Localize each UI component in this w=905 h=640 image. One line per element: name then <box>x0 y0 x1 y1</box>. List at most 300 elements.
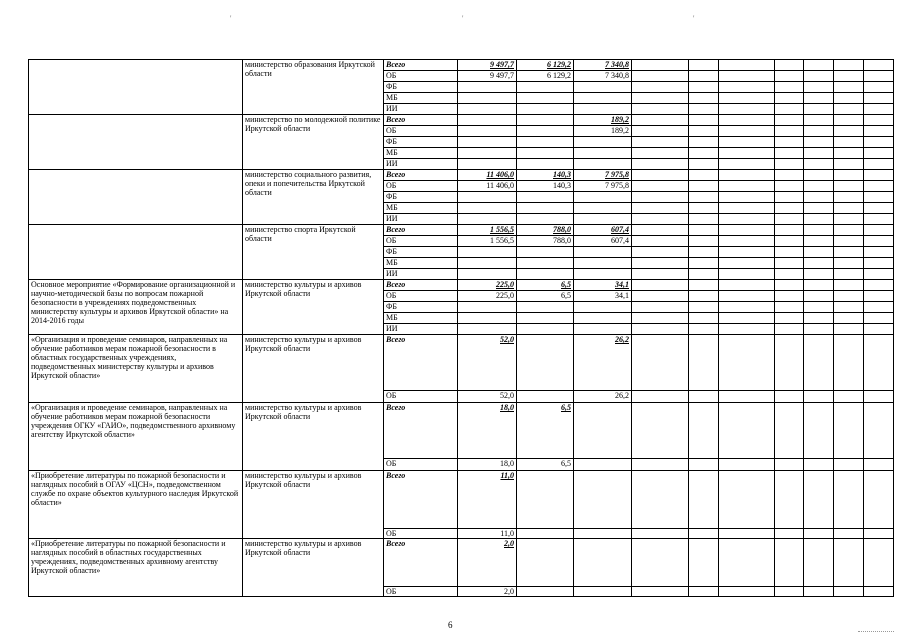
executor-cell: министерство культуры и архивов Иркутской области <box>243 471 384 539</box>
empty-cell <box>719 137 775 148</box>
empty-cell <box>719 302 775 313</box>
empty-cell <box>864 471 894 529</box>
value-text: 7 975,8 <box>605 170 629 179</box>
empty-cell <box>632 126 689 137</box>
value-cell <box>517 471 574 529</box>
value-cell <box>458 93 517 104</box>
empty-cell <box>775 104 804 115</box>
value-cell <box>458 181 517 192</box>
empty-cell <box>689 471 719 529</box>
value-cell <box>517 137 574 148</box>
empty-cell <box>864 71 894 82</box>
empty-cell <box>804 313 834 324</box>
empty-cell <box>719 159 775 170</box>
activity-cell: «Приобретение литературы по пожарной безопасности и наглядных пособий в ОГАУ «ЦСН», подведомственном службе по охране объектов культурного наследия Иркутской области» <box>29 471 243 539</box>
empty-cell <box>834 82 864 93</box>
empty-cell <box>834 93 864 104</box>
activity-cell <box>29 225 243 280</box>
value-cell <box>458 225 517 236</box>
empty-cell <box>834 225 864 236</box>
value-text: 788,0 <box>553 236 571 245</box>
value-text: 6,5 <box>561 403 571 412</box>
value-text: 189,2 <box>611 115 629 124</box>
empty-cell <box>775 214 804 225</box>
empty-cell <box>834 529 864 539</box>
empty-cell <box>834 203 864 214</box>
value-cell <box>574 82 632 93</box>
value-cell <box>458 170 517 181</box>
empty-cell <box>775 302 804 313</box>
value-cell <box>517 236 574 247</box>
value-text: 6 129,2 <box>547 60 571 69</box>
empty-cell <box>775 159 804 170</box>
empty-cell <box>834 335 864 391</box>
value-text: 11,0 <box>500 529 514 538</box>
table-row <box>29 60 894 71</box>
value-cell <box>517 181 574 192</box>
empty-cell <box>719 203 775 214</box>
empty-cell <box>804 236 834 247</box>
empty-cell <box>719 471 775 529</box>
funding-source-cell: ФБ <box>384 137 458 148</box>
value-cell <box>458 324 517 335</box>
empty-cell <box>864 203 894 214</box>
empty-cell <box>804 225 834 236</box>
empty-cell <box>775 82 804 93</box>
value-cell <box>458 60 517 71</box>
activity-cell <box>29 115 243 170</box>
empty-cell <box>834 148 864 159</box>
value-cell <box>574 539 632 587</box>
value-cell <box>574 391 632 403</box>
empty-cell <box>689 170 719 181</box>
table-row <box>29 115 894 126</box>
empty-cell <box>632 539 689 587</box>
activity-cell <box>29 170 243 225</box>
empty-cell <box>834 126 864 137</box>
value-text: 225,0 <box>496 280 514 289</box>
empty-cell <box>864 214 894 225</box>
funding-source-cell: Всего <box>384 280 458 291</box>
empty-cell <box>804 192 834 203</box>
empty-cell <box>775 539 804 587</box>
value-cell <box>574 115 632 126</box>
value-cell <box>517 104 574 115</box>
empty-cell <box>632 159 689 170</box>
empty-cell <box>632 291 689 302</box>
empty-cell <box>775 247 804 258</box>
value-text: 7 340,8 <box>605 60 629 69</box>
empty-cell <box>864 280 894 291</box>
funding-source-cell: ИИ <box>384 269 458 280</box>
value-cell <box>574 159 632 170</box>
scan-mark: ' <box>230 14 232 23</box>
value-cell <box>458 148 517 159</box>
value-cell <box>458 529 517 539</box>
empty-cell <box>834 60 864 71</box>
empty-cell <box>775 391 804 403</box>
empty-cell <box>804 335 834 391</box>
value-cell <box>517 126 574 137</box>
empty-cell <box>804 93 834 104</box>
executor-cell: министерство культуры и архивов Иркутской области <box>243 403 384 471</box>
empty-cell <box>864 539 894 587</box>
empty-cell <box>864 115 894 126</box>
empty-cell <box>689 280 719 291</box>
empty-cell <box>632 529 689 539</box>
funding-source-cell: МБ <box>384 313 458 324</box>
empty-cell <box>632 302 689 313</box>
empty-cell <box>719 60 775 71</box>
funding-source-cell: ОБ <box>384 291 458 302</box>
empty-cell <box>775 459 804 471</box>
empty-cell <box>689 148 719 159</box>
value-cell <box>458 459 517 471</box>
value-cell <box>458 82 517 93</box>
empty-cell <box>719 104 775 115</box>
executor-cell: министерство культуры и архивов Иркутской области <box>243 539 384 597</box>
value-cell <box>458 403 517 459</box>
value-cell <box>458 269 517 280</box>
empty-cell <box>834 280 864 291</box>
empty-cell <box>834 302 864 313</box>
value-text: 34,1 <box>615 291 629 300</box>
empty-cell <box>864 126 894 137</box>
empty-cell <box>719 170 775 181</box>
empty-cell <box>689 313 719 324</box>
empty-cell <box>864 159 894 170</box>
empty-cell <box>864 192 894 203</box>
empty-cell <box>632 236 689 247</box>
empty-cell <box>775 192 804 203</box>
empty-cell <box>632 587 689 597</box>
empty-cell <box>864 137 894 148</box>
executor-cell: министерство спорта Иркутской области <box>243 225 384 280</box>
empty-cell <box>689 137 719 148</box>
value-cell <box>574 236 632 247</box>
empty-cell <box>719 391 775 403</box>
empty-cell <box>775 170 804 181</box>
funding-source-cell: Всего <box>384 225 458 236</box>
value-cell <box>574 258 632 269</box>
empty-cell <box>632 391 689 403</box>
empty-cell <box>864 529 894 539</box>
empty-cell <box>719 539 775 587</box>
value-cell <box>517 82 574 93</box>
value-text: 52,0 <box>500 335 514 344</box>
empty-cell <box>689 60 719 71</box>
empty-cell <box>689 335 719 391</box>
table-row <box>29 403 894 459</box>
funding-source-cell: Всего <box>384 403 458 459</box>
empty-cell <box>834 170 864 181</box>
funding-source-cell: ИИ <box>384 324 458 335</box>
empty-cell <box>632 192 689 203</box>
empty-cell <box>719 71 775 82</box>
value-cell <box>574 225 632 236</box>
empty-cell <box>834 115 864 126</box>
empty-cell <box>834 587 864 597</box>
value-cell <box>517 203 574 214</box>
executor-cell: министерство культуры и архивов Иркутской области <box>243 335 384 403</box>
value-cell <box>458 258 517 269</box>
funding-source-cell: МБ <box>384 258 458 269</box>
value-text: 18,0 <box>500 459 514 468</box>
funding-source-cell: ИИ <box>384 104 458 115</box>
empty-cell <box>775 203 804 214</box>
empty-cell <box>864 104 894 115</box>
empty-cell <box>775 181 804 192</box>
empty-cell <box>864 335 894 391</box>
empty-cell <box>864 82 894 93</box>
empty-cell <box>864 225 894 236</box>
funding-source-cell: ОБ <box>384 236 458 247</box>
empty-cell <box>775 60 804 71</box>
empty-cell <box>719 403 775 459</box>
funding-source-cell: ОБ <box>384 459 458 471</box>
value-cell <box>458 159 517 170</box>
value-cell <box>458 236 517 247</box>
value-cell <box>574 335 632 391</box>
empty-cell <box>689 93 719 104</box>
funding-source-cell: ФБ <box>384 302 458 313</box>
value-cell <box>517 529 574 539</box>
empty-cell <box>719 126 775 137</box>
empty-cell <box>632 214 689 225</box>
funding-source-cell: Всего <box>384 539 458 587</box>
activity-cell: Основное мероприятие «Формирование организационной и научно-методической базы по вопросам пожарной безопасности в учреждениях подведомственных министерству культуры и архивов Иркутской области» на 2014-2016 годы <box>29 280 243 335</box>
value-text: 11,0 <box>500 471 514 480</box>
empty-cell <box>689 159 719 170</box>
empty-cell <box>834 471 864 529</box>
value-cell <box>574 93 632 104</box>
value-cell <box>517 214 574 225</box>
empty-cell <box>719 459 775 471</box>
empty-cell <box>632 60 689 71</box>
empty-cell <box>689 258 719 269</box>
empty-cell <box>632 459 689 471</box>
value-cell <box>574 203 632 214</box>
empty-cell <box>804 170 834 181</box>
empty-cell <box>632 148 689 159</box>
empty-cell <box>689 539 719 587</box>
empty-cell <box>864 236 894 247</box>
value-text: 11 406,0 <box>486 181 514 190</box>
empty-cell <box>834 391 864 403</box>
executor-cell: министерство социального развития, опеки и попечительства Иркутской области <box>243 170 384 225</box>
value-text: 9 497,7 <box>490 60 514 69</box>
empty-cell <box>689 236 719 247</box>
empty-cell <box>804 181 834 192</box>
empty-cell <box>864 247 894 258</box>
funding-source-cell: ОБ <box>384 181 458 192</box>
value-text: 225,0 <box>496 291 514 300</box>
value-text: 52,0 <box>500 391 514 400</box>
value-cell <box>517 313 574 324</box>
empty-cell <box>719 291 775 302</box>
value-cell <box>517 148 574 159</box>
empty-cell <box>804 587 834 597</box>
executor-cell: министерство культуры и архивов Иркутской области <box>243 280 384 335</box>
value-cell <box>517 403 574 459</box>
value-cell <box>574 324 632 335</box>
scan-artifact <box>858 631 894 634</box>
value-cell <box>517 291 574 302</box>
value-text: 7 340,8 <box>605 71 629 80</box>
empty-cell <box>689 192 719 203</box>
empty-cell <box>804 324 834 335</box>
empty-cell <box>864 258 894 269</box>
value-cell <box>458 391 517 403</box>
empty-cell <box>689 203 719 214</box>
value-text: 1 556,5 <box>490 236 514 245</box>
empty-cell <box>719 335 775 391</box>
empty-cell <box>775 236 804 247</box>
empty-cell <box>834 403 864 459</box>
empty-cell <box>834 459 864 471</box>
table-row <box>29 539 894 587</box>
empty-cell <box>719 192 775 203</box>
empty-cell <box>719 181 775 192</box>
empty-cell <box>804 214 834 225</box>
scan-mark: ' <box>462 14 464 23</box>
value-cell <box>574 459 632 471</box>
empty-cell <box>775 137 804 148</box>
empty-cell <box>834 104 864 115</box>
empty-cell <box>804 126 834 137</box>
value-cell <box>517 302 574 313</box>
empty-cell <box>632 82 689 93</box>
empty-cell <box>804 403 834 459</box>
empty-cell <box>775 471 804 529</box>
activity-cell: «Приобретение литературы по пожарной безопасности и наглядных пособий в областных государственных учреждениях, подведомственных архивному агентству Иркутской области» <box>29 539 243 597</box>
empty-cell <box>632 258 689 269</box>
value-cell <box>574 170 632 181</box>
funding-source-cell: ФБ <box>384 82 458 93</box>
empty-cell <box>775 335 804 391</box>
value-cell <box>517 459 574 471</box>
empty-cell <box>864 170 894 181</box>
empty-cell <box>804 391 834 403</box>
empty-cell <box>804 159 834 170</box>
value-cell <box>574 471 632 529</box>
table-row <box>29 335 894 391</box>
empty-cell <box>804 291 834 302</box>
empty-cell <box>804 247 834 258</box>
value-cell <box>458 291 517 302</box>
value-cell <box>574 126 632 137</box>
empty-cell <box>719 587 775 597</box>
empty-cell <box>864 313 894 324</box>
value-cell <box>517 247 574 258</box>
value-cell <box>458 280 517 291</box>
value-cell <box>574 60 632 71</box>
funding-source-cell: ОБ <box>384 391 458 403</box>
empty-cell <box>864 391 894 403</box>
empty-cell <box>775 324 804 335</box>
empty-cell <box>775 280 804 291</box>
activity-cell: «Организация и проведение семинаров, направленных на обучение работников мерам пожарной безопасности в областных государственных учреждениях, подведомственных министерству культуры и архивов Иркутской области» <box>29 335 243 403</box>
empty-cell <box>719 247 775 258</box>
value-cell <box>458 104 517 115</box>
empty-cell <box>719 82 775 93</box>
empty-cell <box>864 459 894 471</box>
empty-cell <box>834 137 864 148</box>
value-cell <box>574 313 632 324</box>
value-text: 2,0 <box>504 539 514 548</box>
empty-cell <box>632 280 689 291</box>
empty-cell <box>804 539 834 587</box>
value-cell <box>574 148 632 159</box>
empty-cell <box>834 71 864 82</box>
empty-cell <box>689 302 719 313</box>
empty-cell <box>689 181 719 192</box>
table-row <box>29 170 894 181</box>
value-cell <box>517 170 574 181</box>
empty-cell <box>632 403 689 459</box>
empty-cell <box>775 587 804 597</box>
funding-source-cell: ОБ <box>384 126 458 137</box>
empty-cell <box>864 302 894 313</box>
funding-source-cell: Всего <box>384 60 458 71</box>
empty-cell <box>834 269 864 280</box>
value-text: 26,2 <box>615 335 629 344</box>
empty-cell <box>834 539 864 587</box>
table-row <box>29 280 894 291</box>
empty-cell <box>834 291 864 302</box>
empty-cell <box>775 403 804 459</box>
empty-cell <box>864 93 894 104</box>
empty-cell <box>689 459 719 471</box>
empty-cell <box>804 280 834 291</box>
value-cell <box>517 71 574 82</box>
value-cell <box>517 258 574 269</box>
empty-cell <box>834 236 864 247</box>
empty-cell <box>775 115 804 126</box>
empty-cell <box>804 71 834 82</box>
funding-source-cell: ОБ <box>384 587 458 597</box>
empty-cell <box>689 529 719 539</box>
value-cell <box>574 181 632 192</box>
empty-cell <box>719 236 775 247</box>
empty-cell <box>804 82 834 93</box>
empty-cell <box>632 225 689 236</box>
empty-cell <box>775 126 804 137</box>
empty-cell <box>864 291 894 302</box>
value-text: 6,5 <box>561 291 571 300</box>
empty-cell <box>689 269 719 280</box>
funding-source-cell: Всего <box>384 115 458 126</box>
empty-cell <box>689 214 719 225</box>
empty-cell <box>689 324 719 335</box>
value-text: 11 406,0 <box>486 170 514 179</box>
value-text: 26,2 <box>615 391 629 400</box>
empty-cell <box>775 71 804 82</box>
value-cell <box>458 335 517 391</box>
table-row <box>29 471 894 529</box>
value-cell <box>574 71 632 82</box>
value-cell <box>517 335 574 391</box>
value-cell <box>574 269 632 280</box>
value-cell <box>574 529 632 539</box>
empty-cell <box>719 280 775 291</box>
empty-cell <box>834 181 864 192</box>
value-text: 140,3 <box>553 170 571 179</box>
empty-cell <box>719 214 775 225</box>
funding-source-cell: МБ <box>384 148 458 159</box>
funding-source-cell: ОБ <box>384 71 458 82</box>
empty-cell <box>719 225 775 236</box>
